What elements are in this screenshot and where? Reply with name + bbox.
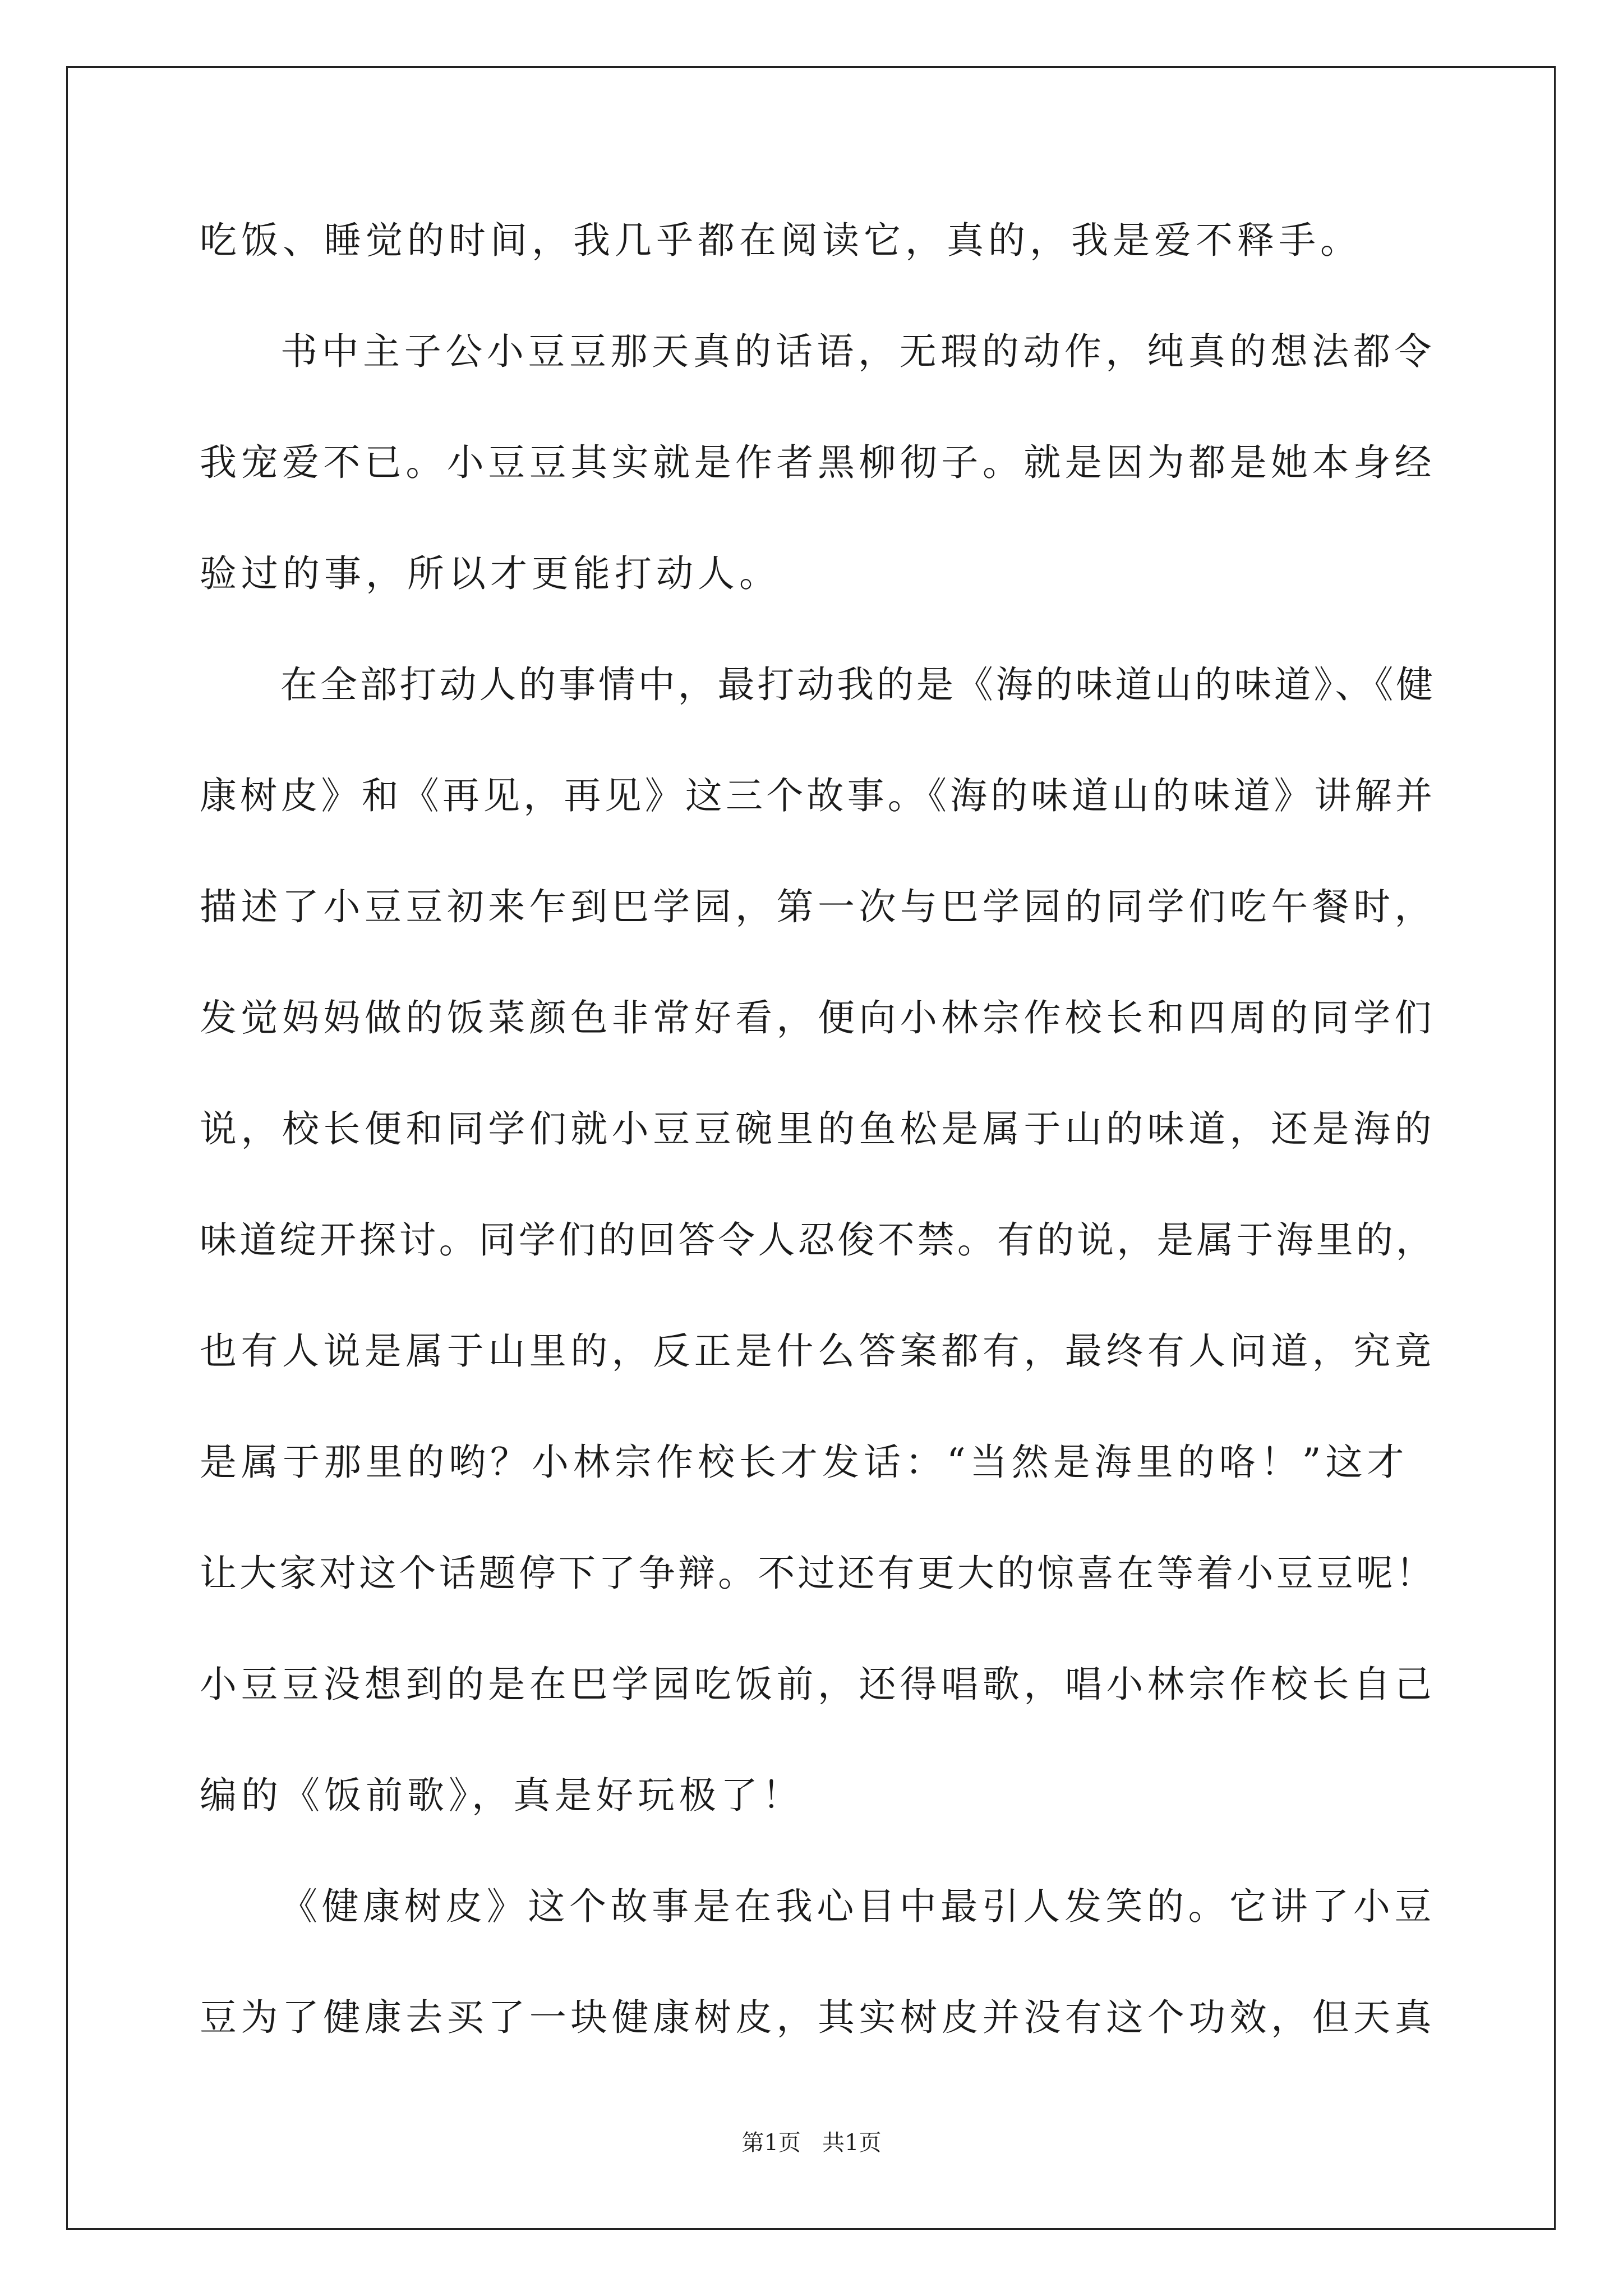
text-line: 说，校长便和同学们就小豆豆碗里的鱼松是属于山的味道，还是海的 [200,1107,1436,1151]
text-line: 小豆豆没想到的是在巴学园吃饭前，还得唱歌，唱小林宗作校长自己 [200,1663,1436,1706]
text-line: 康树皮》和《再见，再见》这三个故事。《海的味道山的味道》讲解并 [200,774,1436,817]
paragraph-start-line: 书中主子公小豆豆那天真的话语，无瑕的动作，纯真的想法都令 [280,330,1436,373]
text-line: 验过的事，所以才更能打动人。 [200,552,781,595]
text-line: 发觉妈妈做的饭菜颜色非常好看，便向小林宗作校长和四周的同学们 [200,996,1436,1039]
text-line: 豆为了健康去买了一块健康树皮，其实树皮并没有这个功效，但天真 [200,1996,1436,2039]
text-line: 编的《饭前歌》，真是好玩极了！ [200,1774,804,1817]
paragraph-start-line: 《健康树皮》这个故事是在我心目中最引人发笑的。它讲了小豆 [280,1885,1436,1928]
text-line: 让大家对这个话题停下了争辩。不过还有更大的惊喜在等着小豆豆呢！ [200,1552,1436,1595]
text-line: 味道绽开探讨。同学们的回答令人忍俊不禁。有的说，是属于海里的， [200,1218,1436,1262]
text-line: 吃饭、睡觉的时间，我几乎都在阅读它，真的，我是爱不释手。 [200,219,1362,262]
paragraph-start-line: 在全部打动人的事情中，最打动我的是《海的味道山的味道》、《健 [280,663,1436,706]
text-line: 是属于那里的哟？小林宗作校长才发话：“当然是海里的咯！”这才 [200,1441,1409,1484]
page-number-footer: 第1页 共1页 [741,2130,882,2156]
text-line: 我宠爱不已。小豆豆其实就是作者黑柳彻子。就是因为都是她本身经 [200,441,1436,484]
text-line: 也有人说是属于山里的，反正是什么答案都有，最终有人问道，究竟 [200,1329,1436,1373]
text-line: 描述了小豆豆初来乍到巴学园，第一次与巴学园的同学们吃午餐时， [200,885,1436,928]
